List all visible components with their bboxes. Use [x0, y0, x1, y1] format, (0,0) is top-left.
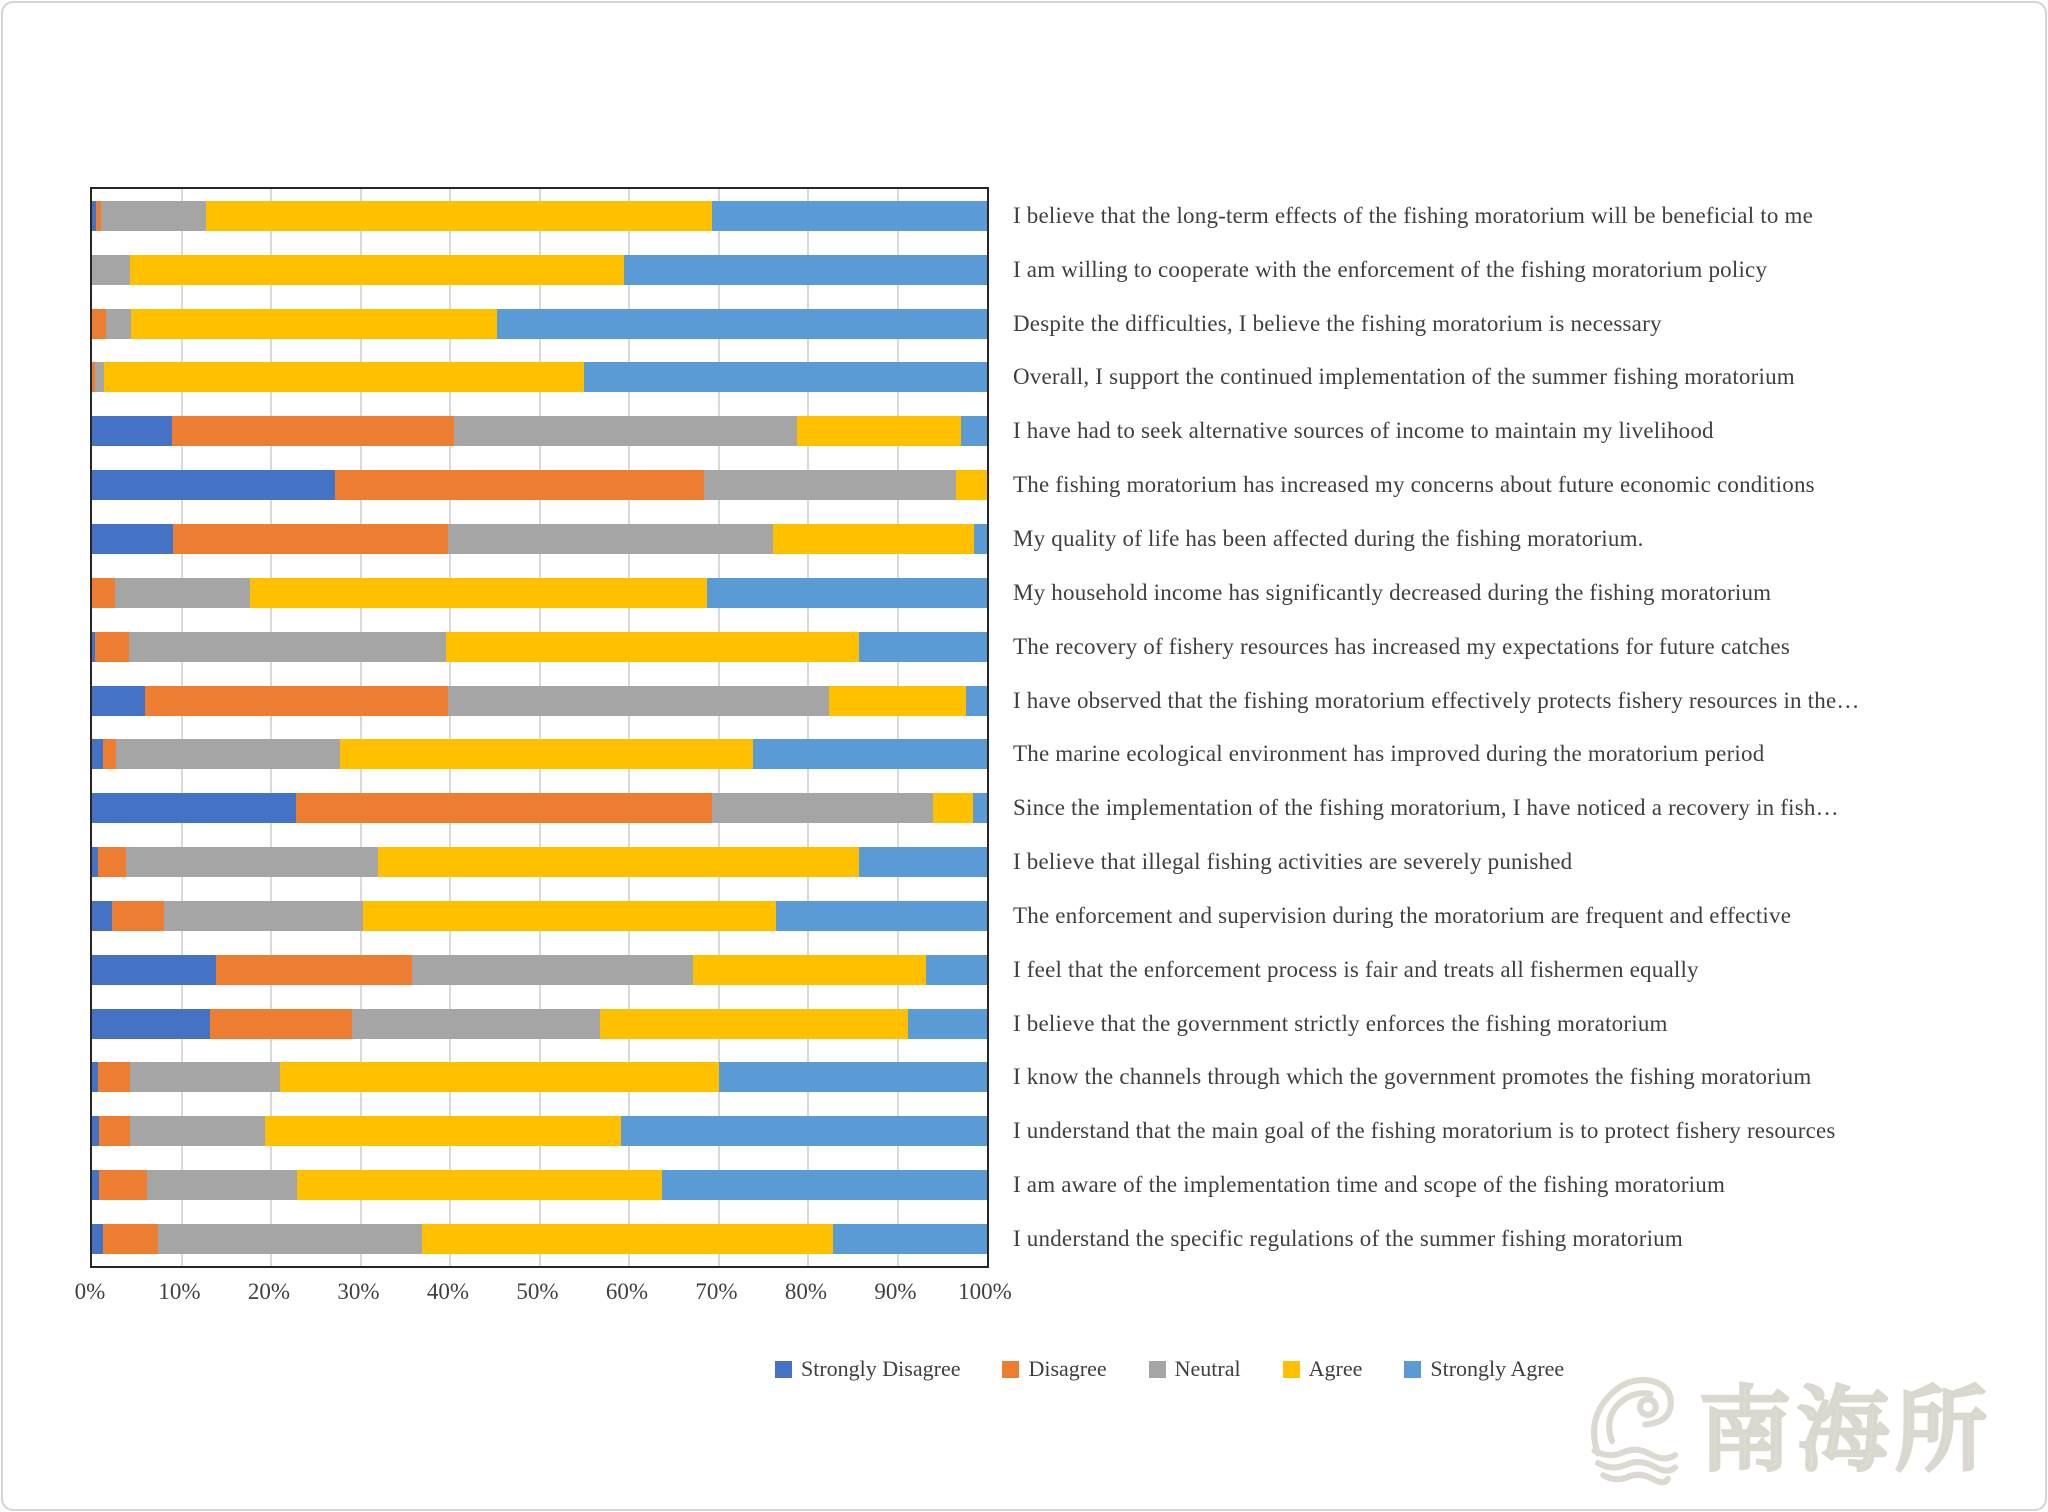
stacked-bar [92, 686, 987, 716]
bar-segment-agree [280, 1062, 719, 1092]
category-label: I believe that the long-term effects of the fishing moratorium will be beneficial to me [1013, 202, 1813, 228]
bar-segment-disagree [173, 524, 448, 554]
category-label: I believe that illegal fishing activities are severely punished [1013, 849, 1573, 875]
stacked-bar [92, 739, 987, 769]
bar-segment-strongly-agree [497, 309, 987, 339]
stacked-bar [92, 1224, 987, 1254]
bar-segment-neutral [352, 1009, 601, 1039]
bar-segment-strongly-agree [833, 1224, 987, 1254]
bar-segment-neutral [448, 686, 829, 716]
bar-segment-agree [693, 955, 927, 985]
x-axis-tick: 0% [74, 1279, 106, 1304]
legend-label: Disagree [1028, 1356, 1107, 1381]
bar-row [92, 470, 1815, 500]
bar-segment-neutral [704, 470, 955, 500]
bar-segment-agree [422, 1224, 833, 1254]
stacked-bar [92, 1170, 987, 1200]
x-axis-tick: 50% [516, 1279, 559, 1304]
bar-segment-strongly-disagree [92, 793, 296, 823]
bar-row [92, 1224, 1683, 1254]
bar-segment-neutral [106, 309, 131, 339]
bar-row [92, 416, 1714, 446]
bar-segment-neutral [454, 416, 798, 446]
legend-label: Neutral [1174, 1356, 1241, 1381]
legend-swatch-icon [1404, 1361, 1421, 1378]
stacked-bar [92, 578, 987, 608]
x-axis-tick: 10% [158, 1279, 201, 1304]
category-label: My household income has significantly decreased during the fishing moratorium [1013, 579, 1772, 605]
bar-segment-disagree [95, 632, 129, 662]
bar-segment-strongly-agree [776, 901, 987, 931]
bar-segment-strongly-disagree [92, 955, 216, 985]
bar-segment-strongly-agree [707, 578, 987, 608]
category-label: The recovery of fishery resources has increased my expectations for future catches [1013, 633, 1790, 659]
bar-row [92, 255, 1768, 285]
category-label: I am willing to cooperate with the enforcement of the fishing moratorium policy [1013, 256, 1768, 282]
bar-row [92, 739, 1765, 769]
category-label: Since the implementation of the fishing moratorium, I have noticed a recovery in fish… [1013, 795, 1839, 821]
bar-segment-strongly-agree [974, 524, 987, 554]
bar-row [92, 201, 1813, 231]
plot-area [90, 187, 1860, 1268]
bar-segment-strongly-agree [973, 793, 987, 823]
bar-segment-disagree [216, 955, 412, 985]
category-label: I understand the specific regulations of the summer fishing moratorium [1013, 1225, 1683, 1251]
bar-segment-strongly-disagree [92, 524, 173, 554]
category-label: The enforcement and supervision during the moratorium are frequent and effective [1013, 902, 1792, 928]
legend-item [775, 1356, 960, 1382]
bar-row [92, 362, 1795, 392]
bar-segment-neutral [130, 1116, 264, 1146]
bar-segment-disagree [210, 1009, 351, 1039]
bar-segment-agree [131, 309, 496, 339]
bar-segment-strongly-disagree [92, 1224, 103, 1254]
bar-row [92, 1009, 1668, 1039]
bar-row [92, 1062, 1812, 1092]
bar-segment-strongly-disagree [92, 1116, 99, 1146]
bar-segment-disagree [103, 1224, 158, 1254]
bar-segment-disagree [99, 1170, 147, 1200]
bar-segment-agree [600, 1009, 908, 1039]
bar-row [92, 686, 1860, 716]
x-axis-tick: 100% [958, 1279, 1012, 1304]
legend-label: Strongly Disagree [801, 1356, 961, 1381]
watermark-text: 南海所 [1698, 1379, 1993, 1482]
bar-segment-strongly-agree [908, 1009, 987, 1039]
bar-segment-disagree [112, 901, 165, 931]
x-axis-tick: 60% [605, 1279, 649, 1304]
stacked-bar [92, 524, 987, 554]
bar-segment-strongly-disagree [92, 1170, 99, 1200]
bar-segment-neutral [448, 524, 773, 554]
bar-segment-neutral [130, 1062, 279, 1092]
bar-segment-agree [956, 470, 987, 500]
x-axis [74, 1279, 1012, 1309]
bar-segment-strongly-agree [859, 632, 987, 662]
bar-segment-agree [933, 793, 972, 823]
stacked-bar [92, 793, 987, 823]
bar-segment-strongly-disagree [92, 901, 112, 931]
bar-segment-strongly-disagree [92, 470, 335, 500]
bar-row [92, 578, 1772, 608]
bar-segment-strongly-disagree [92, 739, 103, 769]
legend-swatch-icon [775, 1361, 792, 1378]
bar-segment-agree [773, 524, 974, 554]
bar-segment-neutral [101, 201, 206, 231]
legend-item [1149, 1356, 1241, 1382]
category-label: I believe that the government strictly enforces the fishing moratorium [1013, 1010, 1668, 1036]
bar-segment-neutral [158, 1224, 422, 1254]
bar-segment-neutral [115, 578, 250, 608]
bar-segment-disagree [98, 847, 126, 877]
legend-label: Agree [1308, 1356, 1363, 1381]
stacked-bar [92, 1009, 987, 1039]
bar-segment-neutral [126, 847, 378, 877]
bar-segment-agree [104, 362, 585, 392]
bar-segment-strongly-agree [753, 739, 987, 769]
category-label: Overall, I support the continued implementation of the summer fishing moratorium [1013, 364, 1795, 390]
category-label: The marine ecological environment has improved during the moratorium period [1013, 741, 1765, 767]
bar-segment-disagree [296, 793, 712, 823]
bar-row [92, 793, 1839, 823]
bar-segment-strongly-disagree [92, 416, 172, 446]
stacked-bar [92, 470, 987, 500]
bar-row [92, 955, 1699, 985]
bar-segment-neutral [164, 901, 363, 931]
watermark [1584, 1369, 1993, 1492]
category-label: Despite the difficulties, I believe the fishing moratorium is necessary [1013, 310, 1662, 336]
stacked-bar [92, 1116, 987, 1146]
stacked-bar [92, 901, 987, 931]
bar-segment-neutral [412, 955, 693, 985]
category-label: I have had to seek alternative sources of income to maintain my livelihood [1013, 418, 1714, 444]
bar-segment-disagree [99, 1116, 130, 1146]
bar-segment-strongly-agree [966, 686, 987, 716]
bar-row [92, 524, 1644, 554]
bar-segment-disagree [103, 739, 116, 769]
bar-segment-strongly-disagree [92, 1009, 210, 1039]
bar-segment-strongly-agree [662, 1170, 987, 1200]
bar-row [92, 847, 1573, 877]
category-label: I feel that the enforcement process is fair and treats all fishermen equally [1013, 956, 1699, 982]
legend-item [1283, 1356, 1363, 1382]
bar-segment-disagree [92, 578, 115, 608]
bar-segment-agree [340, 739, 753, 769]
bar-segment-agree [130, 255, 623, 285]
bar-segment-agree [363, 901, 776, 931]
legend-item [1002, 1356, 1106, 1382]
bar-segment-disagree [172, 416, 454, 446]
legend-swatch-icon [1149, 1361, 1166, 1378]
x-axis-tick: 80% [784, 1279, 828, 1304]
bar-segment-disagree [335, 470, 705, 500]
x-axis-tick: 90% [874, 1279, 917, 1304]
category-label: I have observed that the fishing moratorium effectively protects fishery resources in the… [1013, 687, 1860, 713]
stacked-bar [92, 362, 987, 392]
bar-segment-strongly-agree [621, 1116, 987, 1146]
category-label: I know the channels through which the government promotes the fishing moratorium [1013, 1064, 1812, 1090]
bar-segment-agree [206, 201, 713, 231]
stacked-bar [92, 955, 987, 985]
x-axis-tick: 70% [695, 1279, 738, 1304]
bar-segment-neutral [92, 255, 130, 285]
bar-row [92, 901, 1792, 931]
legend [775, 1356, 1564, 1382]
bar-row [92, 309, 1662, 339]
bar-segment-disagree [145, 686, 448, 716]
bar-segment-strongly-agree [584, 362, 987, 392]
legend-swatch-icon [1283, 1361, 1300, 1378]
x-axis-tick: 40% [426, 1279, 470, 1304]
bar-segment-agree [297, 1170, 662, 1200]
category-label: My quality of life has been affected during the fishing moratorium. [1013, 525, 1644, 551]
stacked-bar [92, 1062, 987, 1092]
bar-segment-strongly-agree [624, 255, 987, 285]
bar-segment-agree [250, 578, 706, 608]
x-axis-tick: 20% [247, 1279, 291, 1304]
stacked-bar [92, 309, 987, 339]
stacked-bar [92, 255, 987, 285]
legend-item [1404, 1356, 1564, 1382]
category-label: I am aware of the implementation time and scope of the fishing moratorium [1013, 1172, 1726, 1198]
bar-segment-strongly-agree [961, 416, 987, 446]
bar-segment-neutral [129, 632, 447, 662]
bar-rows [92, 189, 1860, 1266]
bar-segment-strongly-agree [712, 201, 987, 231]
bar-row [92, 632, 1790, 662]
bar-segment-neutral [95, 362, 104, 392]
bar-segment-agree [378, 847, 859, 877]
bar-row [92, 1116, 1836, 1146]
legend-swatch-icon [1002, 1361, 1019, 1378]
category-label: The fishing moratorium has increased my concerns about future economic conditions [1013, 472, 1815, 498]
bar-segment-neutral [147, 1170, 296, 1200]
stacked-bar [92, 416, 987, 446]
bar-segment-agree [446, 632, 859, 662]
bar-segment-agree [265, 1116, 621, 1146]
bar-row [92, 1170, 1726, 1200]
bar-segment-agree [797, 416, 961, 446]
bar-segment-strongly-agree [859, 847, 987, 877]
bar-segment-strongly-disagree [92, 686, 145, 716]
category-label: I understand that the main goal of the fishing moratorium is to protect fishery resources [1013, 1118, 1836, 1144]
bar-segment-neutral [116, 739, 340, 769]
fish-logo-icon [1584, 1369, 1689, 1492]
stacked-bar [92, 847, 987, 877]
stacked-bar [92, 632, 987, 662]
bar-segment-disagree [98, 1062, 130, 1092]
bar-segment-strongly-agree [926, 955, 987, 985]
legend-label: Strongly Agree [1430, 1356, 1565, 1381]
stacked-bar [92, 201, 987, 231]
bar-segment-neutral [712, 793, 933, 823]
bar-segment-disagree [92, 309, 106, 339]
bar-segment-strongly-agree [719, 1062, 987, 1092]
bar-segment-agree [829, 686, 966, 716]
x-axis-tick: 30% [337, 1279, 380, 1304]
